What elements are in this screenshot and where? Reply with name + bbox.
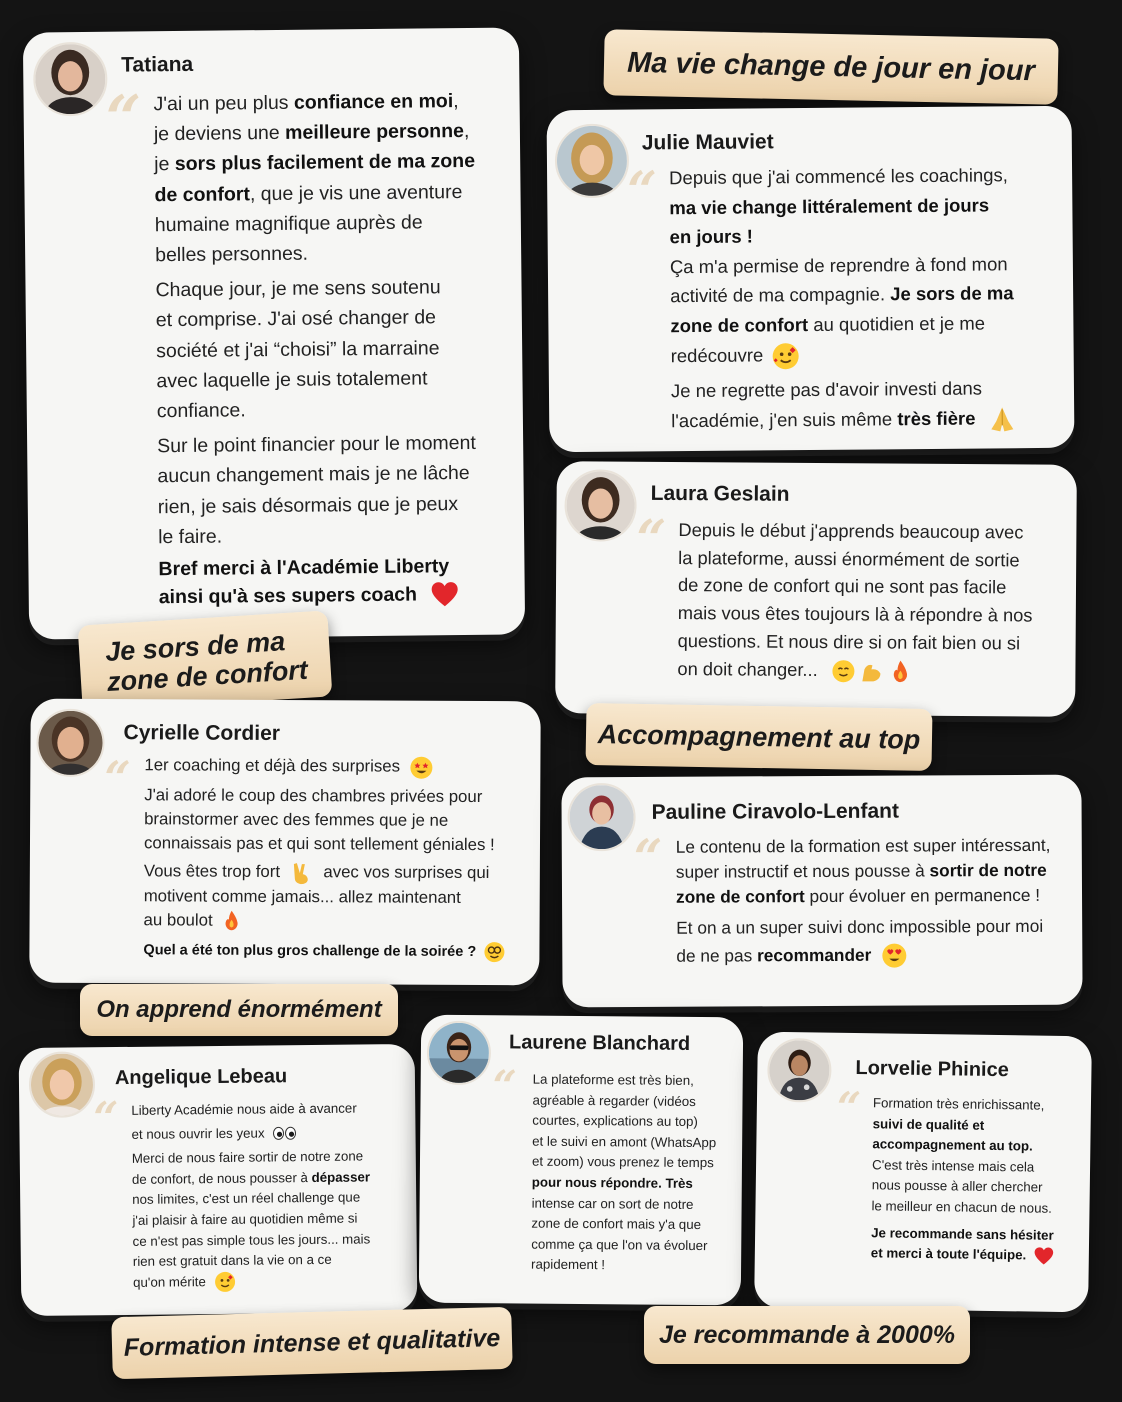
avatar xyxy=(564,469,637,542)
smiling-hearts-emoji xyxy=(215,1272,235,1292)
testimonial-card-angelique xyxy=(19,1044,418,1316)
avatar xyxy=(427,1021,492,1086)
eyes-emoji xyxy=(272,1126,296,1140)
banner-je-recommande: Je recommande à 2000% xyxy=(644,1306,970,1364)
testimonial-card-laurene xyxy=(419,1015,744,1306)
star-struck-emoji xyxy=(411,756,433,778)
testimonial-text: 1er coaching et déjà des surprises J'ai adoré le coup des chambres privées pour brainstormer avec des femmes que je ne connaissais pas et qui sont tellement géniales ! Vous êtes trop fort avec vos surprises qui motivent comme jamais... allez maintenant au boulot Quel a été ton plus gros challenge de la soirée ? xyxy=(143,753,539,964)
nerd-face-emoji xyxy=(484,942,504,962)
reviewer-name: Laurene Blanchard xyxy=(508,1031,691,1055)
testimonial-text: J'ai un peu plus confiance en moi, je deviens une meilleure personne, je sors plus facilement de ma zone de confort, que je vis une aventure humaine magnifique auprès de belles personnes. Chaque jour, je me sens soutenu et comprise. J'ai osé changer de société et j'ai “choisi” la marraine avec laquelle je suis totalement confiance. Sur le point financier pour le moment aucun changement mais je ne lâche rien, je sais désormais que je peux le faire. Bref merci à l'Académie Liberty ainsi qu'à ses supers coach xyxy=(153,90,476,609)
testimonial-card-laura xyxy=(555,461,1077,717)
testimonial-card-lorvelie xyxy=(754,1032,1092,1313)
testimonial-text: Depuis le début j'apprends beaucoup avec la plateforme, aussi énormément de sortie de zone de confort qui ne sont pas facile mais vous êtes toujours là à répondre à nos questions. Et nous dire si on fait bien ou si on doit changer... xyxy=(677,516,1073,685)
reviewer-name: Laura Geslain xyxy=(650,481,790,506)
fire-emoji xyxy=(221,910,241,932)
praying-hands-emoji xyxy=(988,405,1016,433)
testimonial-text: Formation très enrichissante, suivi de qualité et accompagnement au top. C'est très intense mais cela nous pousse à aller chercher le meilleur en chacun de nous. Je recommande sans hésiter et merci à toute l'équipe. xyxy=(871,1093,1087,1267)
quote-icon: “ xyxy=(105,81,142,155)
banner-formation-intense: Formation intense et qualitative xyxy=(111,1307,512,1379)
testimonial-card-cyrielle xyxy=(29,699,540,986)
avatar xyxy=(567,783,635,851)
quote-icon: “ xyxy=(636,508,667,570)
banner-accompagnement-au-top: Accompagnement au top xyxy=(585,703,932,771)
testimonial-text: Depuis que j'ai commencé les coachings, ma vie change littéralement de jours en jours ! Ça m'a permise de reprendre à fond mon activité de ma compagnie. Je sors de ma zone de confort au quotidien et je me redécouvre Je ne regrette pas d'avoir investi dans l'académie, j'en suis même très fière xyxy=(669,160,1066,436)
reviewer-name: Julie Mauviet xyxy=(641,130,774,155)
testimonial-text: Liberty Académie nous aide à avancer et nous ouvrir les yeux Merci de nous faire sortir de notre zone de confort, de nous pousser à dépasser nos limites, c'est un réel challenge que j'ai plaisir à faire au quotidien même si ce n'est pas simple tous les jours... mais rien est gratuit dans la vie on a ce qu'on mérite xyxy=(131,1098,415,1293)
testimonial-text: Le contenu de la formation est super intéressant, super instructif et nous pousse à sortir de notre zone de confort pour évoluer en permanence ! Et on a un super suivi donc impossible pour moi de ne pas recommander xyxy=(676,833,1077,970)
blush-emoji xyxy=(833,660,855,682)
heart-eyes-emoji xyxy=(882,944,906,968)
heart-emoji xyxy=(430,581,458,609)
heart-emoji xyxy=(1034,1246,1054,1266)
reviewer-name: Angelique Lebeau xyxy=(114,1065,288,1090)
victory-hand-emoji xyxy=(291,861,313,885)
avatar xyxy=(29,1051,96,1118)
avatar xyxy=(767,1038,832,1103)
banner-on-apprend-enormement: On apprend énormément xyxy=(80,984,398,1036)
testimonial-card-pauline xyxy=(561,775,1082,1008)
testimonial-text: La plateforme est très bien, agréable à regarder (vidéos courtes, explications au top) et le suivi en amont (WhatsApp et zoom) vous prenez le temps pour nous répondre. Très intense car on sort de notre zone de confort mais y'a que comme ça que l'on va évoluer rapidement ! xyxy=(531,1071,717,1273)
banner-ma-vie-change: Ma vie change de jour en jour xyxy=(603,29,1058,104)
reviewer-name: Pauline Ciravolo-Lenfant xyxy=(651,799,900,824)
testimonial-card-julie xyxy=(547,106,1075,453)
quote-icon: “ xyxy=(93,1093,119,1145)
avatar xyxy=(555,124,630,199)
quote-icon: “ xyxy=(492,1061,518,1111)
banner-line: Je sors de ma xyxy=(104,626,286,668)
quote-icon: “ xyxy=(104,751,131,806)
quote-icon: “ xyxy=(626,160,658,222)
reviewer-name: Cyrielle Cordier xyxy=(123,721,281,745)
testimonial-card-tatiana xyxy=(23,27,525,639)
fire-emoji xyxy=(889,659,911,683)
banner-je-sors-de-ma-zone xyxy=(78,610,333,711)
quote-icon: “ xyxy=(633,827,663,887)
quote-icon: “ xyxy=(836,1082,862,1133)
reviewer-name: Lorvelie Phinice xyxy=(855,1057,1009,1082)
avatar xyxy=(33,42,108,117)
avatar xyxy=(36,709,104,777)
banner-line: zone de confort xyxy=(106,654,309,697)
smiling-hearts-emoji xyxy=(772,343,798,369)
reviewer-name: Tatiana xyxy=(121,52,194,77)
flexed-biceps-emoji xyxy=(860,659,884,683)
